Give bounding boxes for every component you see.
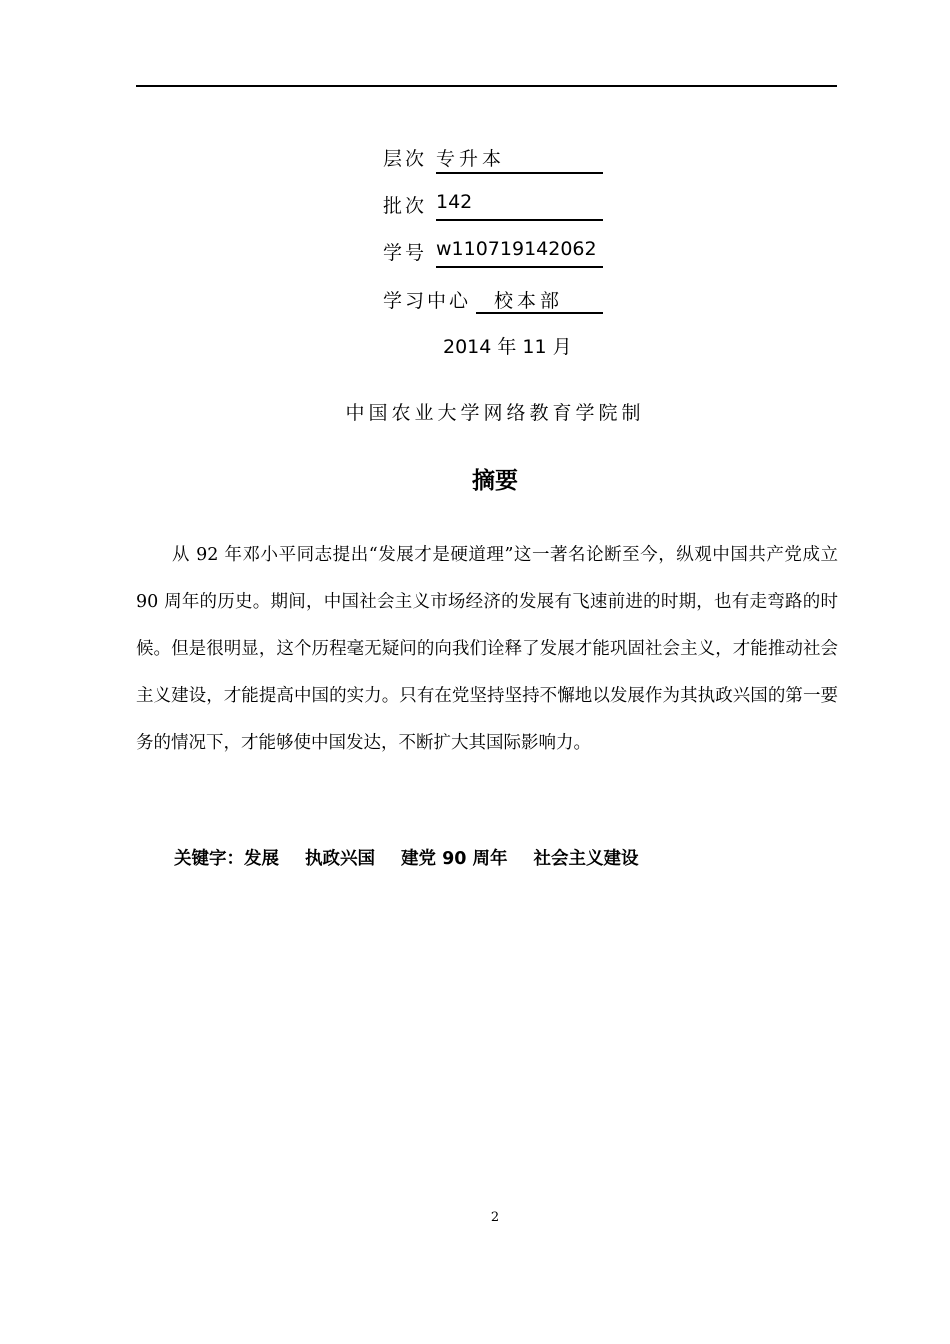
keywords: [174, 845, 665, 870]
page-number: 2: [490, 1210, 500, 1225]
school-name: 中国农业大学网络教育学院制: [345, 402, 645, 424]
level-label: 层次: [383, 148, 428, 170]
header-rule: [136, 85, 837, 87]
level-value: 专升本: [436, 144, 603, 174]
center-value: 校本部: [476, 286, 603, 314]
center-row: [383, 286, 564, 316]
keyword-item: 社会主义建设: [533, 849, 639, 869]
student-id-row: [383, 238, 597, 268]
batch-value: 142: [436, 191, 603, 221]
level-row: [383, 144, 506, 174]
date: 2014 年 11 月: [443, 336, 572, 358]
keywords-label: 关键字：: [174, 849, 244, 869]
batch-label: 批次: [383, 195, 428, 217]
keyword-item: 执政兴国: [305, 849, 375, 869]
abstract-body: 从 92 年邓小平同志提出“发展才是硬道理”这一著名论断至今，纵观中国共产党成立 90 周年的历史。期间，中国社会主义市场经济的发展有飞速前进的时期，也有走弯路的时候。但是很明显，这个历程毫无疑问的向我们诠释了发展才能巩固社会主义，才能推动社会主义建设，才能提高中国的实力。只有在党坚持坚持不懈地以发展作为其执政兴国的第一要务的情况下，才能够使中国发达，不断扩大其国际影响力。: [136, 545, 838, 753]
batch-row: [383, 191, 473, 221]
abstract-title: 摘要: [472, 468, 518, 494]
student-id-value: w110719142062: [436, 238, 603, 268]
keyword-item: 发展: [244, 849, 279, 869]
student-id-label: 学号: [383, 242, 428, 264]
center-label: 学习中心: [383, 290, 472, 312]
keyword-item: 建党 90 周年: [401, 849, 508, 869]
